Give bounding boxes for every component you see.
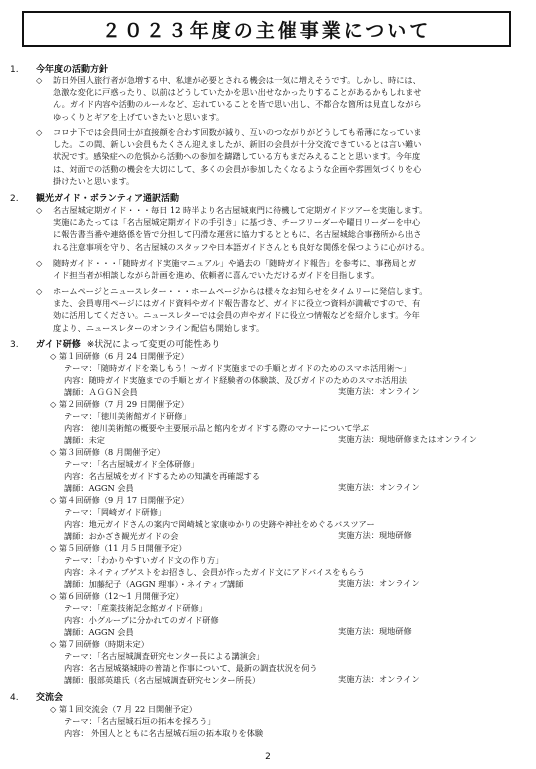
training-method: 実施方法：オンライン: [338, 386, 420, 396]
text-line: ん。ガイド内容や活動のルールなど、忘れていることを皆で思い出し、不都合な箇所は見直しながら: [53, 99, 422, 110]
diamond-icon: ◇: [36, 75, 43, 85]
text-line: コロナ下では会員同士が直接顔を合わす回数が減り、互いのつながりがどうしても希薄になっていま: [53, 127, 422, 137]
training-heading: [50, 446, 165, 458]
training-method: 実施方法：オンライン: [338, 482, 420, 492]
training-method: 実施方法：現地研修: [338, 530, 412, 540]
training-content: 内容：名古屋城築城時の普請と作事について、最新の調査状況を伺う: [64, 663, 318, 673]
bullet-paragraph: [36, 285, 526, 334]
event-heading: [50, 703, 197, 715]
section-number: 3.: [10, 340, 19, 350]
text-line: れる注意事項を守り、名古屋城のスタッフや日本語ガイドさんとも良好な関係を保つように心がける。: [53, 241, 430, 252]
training-title: 第２回研修（7 月 29 日開催予定）: [58, 399, 189, 409]
training-lecturer: 講師：服部英雄氏（名古屋城調査研究センター所長）: [64, 675, 261, 685]
event-theme: テーマ：「名古屋城石垣の拓本を採ろう」: [64, 716, 216, 726]
training-lecturer: 講師：ＡＧＧＮ会員: [64, 387, 138, 397]
section-title: 観光ガイド・ボランティア通訳活動: [36, 194, 180, 204]
bullet-paragraph: [36, 204, 526, 253]
training-theme: テーマ：「わかりやすいガイド文の作り方」: [64, 555, 224, 565]
training-theme: テーマ：「産業技術記念館ガイド研修」: [64, 603, 208, 613]
diamond-icon: ◇: [50, 591, 57, 601]
event-title: 第１回交流会（7 月 22 日開催予定）: [58, 704, 197, 714]
text-line: 訪日外国人旅行者が急増する中、私達が必要とされる機会は一気に増えそうです。しかし、時には、: [53, 75, 421, 85]
text-line: 度より、ニュースレターのオンライン配信も開始します。: [53, 322, 265, 333]
training-content: 内容： 徳川美術館の概要や主要展示品と館内をガイドする際のマナーについて学ぶ: [64, 423, 369, 433]
training-theme: テーマ：「随時ガイドを楽しもう！～ガイド実施までの手順とガイドのためのスマホ活用術～」: [64, 363, 412, 373]
text-line: 名古屋城定期ガイド・・・毎日 12 時半より名古屋城東門に待機して定期ガイドツアーを実施します。: [53, 205, 428, 215]
text-line: イド担当者が相談しながら計画を進め、依頼者に喜んでいただけるガイドを目指します。: [53, 270, 380, 281]
training-heading: [50, 590, 184, 602]
training-method: 実施方法：現地研修: [338, 626, 412, 636]
diamond-icon: ◇: [50, 495, 57, 505]
training-heading: [50, 398, 189, 410]
training-theme: テーマ：「名古屋城調査研究センター長による講演会」: [64, 651, 265, 661]
section-number: 1.: [10, 65, 19, 75]
training-title: 第５回研修（11 月５日開催予定）: [58, 543, 187, 553]
training-heading: [50, 494, 189, 506]
training-content: 内容：地元ガイドさんの案内で岡崎城と家康ゆかりの史跡や神社をめぐるバスツアー: [64, 519, 375, 529]
section-number: 4.: [10, 693, 19, 703]
section-4-heading: [10, 690, 63, 703]
section-3-heading: [10, 337, 220, 350]
text-line: また、会員専用ページにはガイド資料やガイド報告書など、ガイドに役立つ資料が満載ですので、有: [53, 298, 421, 309]
training-title: 第３回研修（8 月開催予定）: [58, 447, 165, 457]
training-lecturer: 講師：AGGN 会員: [64, 627, 134, 637]
diamond-icon: ◇: [50, 399, 57, 409]
text-line: ホームページとニュースレター・・・ホームページからは様々なお知らせをタイムリーに発信します。: [53, 286, 428, 296]
page-title: ２０２３年度の主催事業について: [22, 11, 511, 47]
text-line: 急激な変化に戸惑ったり、以前はどうしていたかを思い出せなかったりすることがあるかもしれませ: [53, 87, 422, 98]
training-content: 内容：ネイティブゲストをお招きし、会員が作ったガイド文にアドバイスをもらう: [64, 567, 366, 577]
bullet-paragraph: [36, 74, 526, 123]
diamond-icon: ◇: [50, 704, 57, 714]
training-lecturer: 講師：未定: [64, 435, 105, 445]
training-title: 第７回研修（時期未定）: [58, 639, 149, 649]
text-line: した。この間、新しい会員もたくさん迎えましたが、新旧の会員が十分交流できているとは言い難い: [53, 139, 422, 150]
section-number: 2.: [10, 194, 19, 204]
training-lecturer: 講師：おかざき観光ガイドの会: [64, 531, 179, 541]
training-title: 第４回研修（9 月 17 日開催予定）: [58, 495, 189, 505]
training-method: 実施方法：現地研修またはオンライン: [338, 434, 477, 444]
training-heading: [50, 638, 149, 650]
text-line: 実施にあたっては「名古屋城定期ガイドの手引き」に基づき、チーフリーダーや曜日リーダーを中心: [53, 217, 421, 228]
training-content: 内容：名古屋城をガイドするための知識を再確認する: [64, 471, 261, 481]
diamond-icon: ◇: [36, 286, 43, 296]
training-lecturer: 講師：加藤紀子（AGGN 理事）・ネイティブ講師: [64, 579, 244, 589]
section-title: ガイド研修: [36, 340, 81, 350]
section-2-heading: [10, 191, 179, 204]
section-note: ※状況によって変更の可能性あり: [86, 340, 221, 350]
training-lecturer: 講師：AGGN 会員: [64, 483, 134, 493]
event-content: 内容： 外国人とともに名古屋城石垣の拓本取りを体験: [64, 728, 264, 738]
text-line: 掛けたいと思います。: [53, 175, 135, 186]
text-line: 効に活用してください。ニュースレターでは会員の声やガイドに役立つ情報などを紹介します。今年: [53, 310, 420, 321]
page-number: 2: [265, 752, 271, 762]
training-theme: テーマ：「名古屋城ガイド全体研修」: [64, 459, 199, 469]
training-method: 実施方法：オンライン: [338, 578, 420, 588]
section-title: 交流会: [36, 693, 64, 703]
diamond-icon: ◇: [36, 127, 43, 137]
diamond-icon: ◇: [36, 205, 43, 215]
text-line: 状況です。感染症への危惧から活動への参加を躊躇している方もまだみえることと思います。今年度: [53, 151, 421, 162]
training-theme: テーマ：「岡崎ガイド研修」: [64, 507, 167, 517]
training-heading: [50, 350, 189, 362]
training-method: 実施方法：オンライン: [338, 674, 420, 684]
training-heading: [50, 542, 187, 554]
diamond-icon: ◇: [50, 447, 57, 457]
training-content: 内容：随時ガイド実施までの手順とガイド経験者の体験談、及びガイドのためのスマホ活用法: [64, 375, 407, 385]
training-theme: テーマ：「徳川美術館ガイド研修」: [64, 411, 191, 421]
diamond-icon: ◇: [50, 351, 57, 361]
bullet-paragraph: [36, 257, 526, 281]
bullet-paragraph: [36, 126, 526, 187]
section-title: 今年度の活動方針: [36, 65, 109, 75]
text-line: ゆっくりとギアを上げていきたいと思います。: [53, 111, 225, 122]
training-title: 第１回研修（6 月 24 日開催予定）: [58, 351, 189, 361]
text-line: 随時ガイド・・・「随時ガイド実施マニュアル」や過去の「随時ガイド報告」を参考に、事務局とガ: [53, 258, 417, 268]
text-line: は、対面での活動の機会を大切にして、多くの会員が参加したくなるような企画や雰囲気づくりを心: [53, 163, 422, 174]
training-title: 第６回研修（12～1 月開催予定）: [58, 591, 184, 601]
text-line: に報告書当番や連絡係を皆で分担して円滑な運営に協力するとともに、名古屋城総合事務所から出さ: [53, 229, 422, 240]
diamond-icon: ◇: [50, 543, 57, 553]
diamond-icon: ◇: [50, 639, 57, 649]
diamond-icon: ◇: [36, 258, 43, 268]
training-content: 内容：小グループに分かれてのガイド研修: [64, 615, 219, 625]
